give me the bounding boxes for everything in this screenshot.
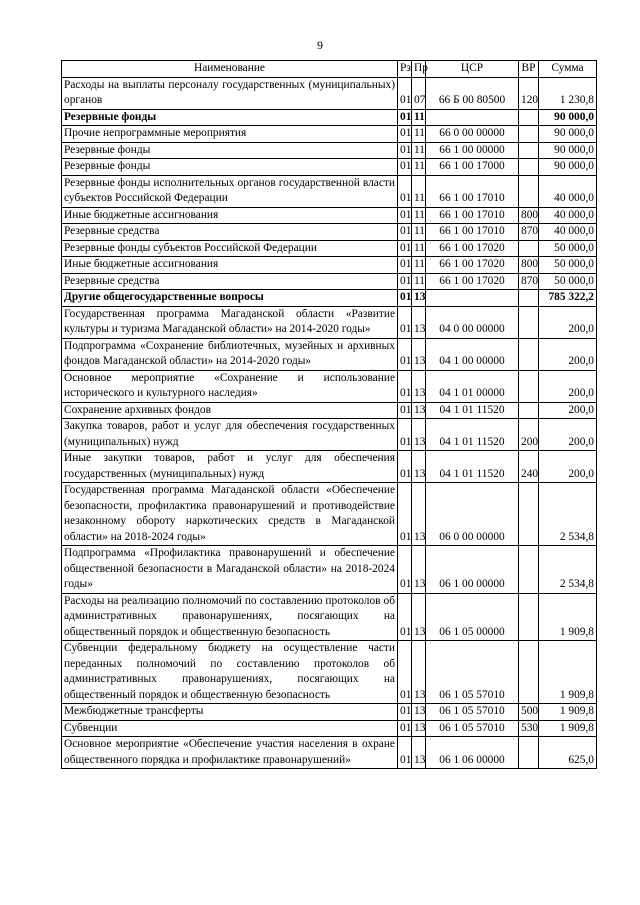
cell-name: Основное мероприятие «Сохранение и использование исторического и культурного наследия» <box>62 370 398 402</box>
table-row <box>62 451 597 483</box>
cell-rz: 01 <box>398 704 412 721</box>
cell-pr: 13 <box>412 338 426 370</box>
cell-pr: 13 <box>412 720 426 737</box>
cell-rz: 01 <box>398 126 412 143</box>
cell-rz: 01 <box>398 451 412 483</box>
cell-sum: 1 909,8 <box>539 720 597 737</box>
cell-pr: 13 <box>412 704 426 721</box>
header-rz: Рз <box>398 61 412 78</box>
cell-name: Другие общегосударственные вопросы <box>62 290 398 307</box>
cell-rz: 01 <box>398 402 412 419</box>
cell-name: Иные бюджетные ассигнования <box>62 257 398 274</box>
cell-csr: 66 1 00 00000 <box>426 142 519 159</box>
table-row <box>62 273 597 290</box>
cell-pr: 11 <box>412 126 426 143</box>
cell-rz: 01 <box>398 142 412 159</box>
cell-rz: 01 <box>398 370 412 402</box>
cell-csr: 06 0 00 00000 <box>426 483 519 546</box>
cell-csr <box>426 109 519 126</box>
cell-vr: 530 <box>519 720 539 737</box>
cell-vr: 870 <box>519 224 539 241</box>
table-row <box>62 641 597 704</box>
cell-name: Резервные фонды субъектов Российской Федерации <box>62 240 398 257</box>
cell-rz: 01 <box>398 720 412 737</box>
table-row <box>62 720 597 737</box>
cell-vr <box>519 240 539 257</box>
cell-sum: 785 322,2 <box>539 290 597 307</box>
cell-name: Межбюджетные трансферты <box>62 704 398 721</box>
cell-rz: 01 <box>398 593 412 641</box>
cell-csr: 66 1 00 17020 <box>426 240 519 257</box>
cell-csr: 04 1 01 11520 <box>426 402 519 419</box>
cell-pr: 13 <box>412 402 426 419</box>
cell-name: Государственная программа Магаданской области «Обеспечение безопасности, профилактика правонарушений и противодействие незаконному обороту наркотических средств в Магаданской области» на 2018-2024 годы» <box>62 483 398 546</box>
cell-rz: 01 <box>398 109 412 126</box>
cell-name: Подпрограмма «Профилактика правонарушений и обеспечение общественной безопасности в Магаданской области» на 2018-2024 годы» <box>62 546 398 594</box>
table-row <box>62 593 597 641</box>
cell-pr: 11 <box>412 240 426 257</box>
cell-pr: 13 <box>412 419 426 451</box>
table-row <box>62 126 597 143</box>
cell-csr: 66 Б 00 80500 <box>426 77 519 109</box>
budget-table <box>61 60 597 769</box>
cell-rz: 01 <box>398 77 412 109</box>
cell-csr: 06 1 00 00000 <box>426 546 519 594</box>
cell-vr <box>519 338 539 370</box>
cell-rz: 01 <box>398 290 412 307</box>
cell-sum: 50 000,0 <box>539 273 597 290</box>
table-row <box>62 419 597 451</box>
cell-name: Резервные средства <box>62 273 398 290</box>
cell-csr: 66 1 00 17010 <box>426 224 519 241</box>
cell-vr: 240 <box>519 451 539 483</box>
cell-pr: 11 <box>412 257 426 274</box>
cell-vr <box>519 109 539 126</box>
cell-rz: 01 <box>398 224 412 241</box>
cell-sum: 200,0 <box>539 338 597 370</box>
cell-vr <box>519 370 539 402</box>
table-row <box>62 224 597 241</box>
cell-csr <box>426 290 519 307</box>
cell-rz: 01 <box>398 273 412 290</box>
cell-pr: 11 <box>412 142 426 159</box>
table-row <box>62 402 597 419</box>
table-row <box>62 290 597 307</box>
cell-sum: 40 000,0 <box>539 207 597 224</box>
cell-sum: 1 909,8 <box>539 593 597 641</box>
table-header-row <box>62 61 597 78</box>
cell-vr: 500 <box>519 704 539 721</box>
cell-rz: 01 <box>398 546 412 594</box>
cell-sum: 90 000,0 <box>539 109 597 126</box>
cell-vr <box>519 142 539 159</box>
table-row <box>62 704 597 721</box>
cell-name: Прочие непрограммные мероприятия <box>62 126 398 143</box>
cell-csr: 04 1 01 00000 <box>426 370 519 402</box>
cell-vr <box>519 126 539 143</box>
cell-vr: 800 <box>519 257 539 274</box>
cell-csr: 06 1 05 57010 <box>426 720 519 737</box>
table-row <box>62 306 597 338</box>
cell-rz: 01 <box>398 159 412 176</box>
cell-rz: 01 <box>398 737 412 769</box>
cell-pr: 11 <box>412 159 426 176</box>
cell-vr <box>519 175 539 207</box>
header-vr: ВР <box>519 61 539 78</box>
cell-name: Основное мероприятие «Обеспечение участия населения в охране общественного порядка и профилактике правонарушений» <box>62 737 398 769</box>
cell-sum: 200,0 <box>539 419 597 451</box>
cell-rz: 01 <box>398 207 412 224</box>
cell-pr: 07 <box>412 77 426 109</box>
cell-sum: 90 000,0 <box>539 142 597 159</box>
cell-pr: 13 <box>412 290 426 307</box>
cell-rz: 01 <box>398 641 412 704</box>
cell-name: Сохранение архивных фондов <box>62 402 398 419</box>
cell-pr: 11 <box>412 175 426 207</box>
cell-vr <box>519 546 539 594</box>
cell-name: Закупка товаров, работ и услуг для обеспечения государственных (муниципальных) нужд <box>62 419 398 451</box>
table-row <box>62 159 597 176</box>
table-row <box>62 370 597 402</box>
cell-pr: 13 <box>412 451 426 483</box>
cell-vr <box>519 290 539 307</box>
table-row <box>62 175 597 207</box>
cell-pr: 13 <box>412 641 426 704</box>
cell-vr <box>519 641 539 704</box>
cell-name: Расходы на реализацию полномочий по составлению протоколов об административных правонарушениях, посягающих на общественный порядок и общественную безопасность <box>62 593 398 641</box>
cell-csr: 04 1 00 00000 <box>426 338 519 370</box>
cell-csr: 66 1 00 17020 <box>426 273 519 290</box>
cell-sum: 1 230,8 <box>539 77 597 109</box>
cell-name: Резервные фонды <box>62 159 398 176</box>
cell-name: Иные закупки товаров, работ и услуг для обеспечения государственных (муниципальных) нужд <box>62 451 398 483</box>
table-row <box>62 240 597 257</box>
cell-name: Иные бюджетные ассигнования <box>62 207 398 224</box>
cell-vr <box>519 593 539 641</box>
cell-sum: 1 909,8 <box>539 704 597 721</box>
cell-csr: 06 1 06 00000 <box>426 737 519 769</box>
cell-csr: 04 1 01 11520 <box>426 419 519 451</box>
cell-sum: 200,0 <box>539 306 597 338</box>
cell-rz: 01 <box>398 306 412 338</box>
cell-name: Резервные фонды <box>62 142 398 159</box>
cell-rz: 01 <box>398 338 412 370</box>
cell-sum: 40 000,0 <box>539 175 597 207</box>
cell-pr: 13 <box>412 737 426 769</box>
cell-sum: 625,0 <box>539 737 597 769</box>
table-row <box>62 483 597 546</box>
cell-csr: 04 1 01 11520 <box>426 451 519 483</box>
cell-vr: 800 <box>519 207 539 224</box>
cell-rz: 01 <box>398 419 412 451</box>
cell-rz: 01 <box>398 257 412 274</box>
cell-pr: 13 <box>412 483 426 546</box>
table-row <box>62 257 597 274</box>
cell-pr: 13 <box>412 306 426 338</box>
header-sum: Сумма <box>539 61 597 78</box>
cell-name: Резервные средства <box>62 224 398 241</box>
cell-vr <box>519 483 539 546</box>
cell-sum: 1 909,8 <box>539 641 597 704</box>
cell-csr: 66 0 00 00000 <box>426 126 519 143</box>
cell-rz: 01 <box>398 483 412 546</box>
cell-rz: 01 <box>398 175 412 207</box>
cell-vr <box>519 402 539 419</box>
cell-csr: 06 1 05 57010 <box>426 704 519 721</box>
cell-pr: 11 <box>412 207 426 224</box>
cell-sum: 200,0 <box>539 451 597 483</box>
table-row <box>62 338 597 370</box>
cell-pr: 13 <box>412 370 426 402</box>
table-row <box>62 546 597 594</box>
cell-csr: 04 0 00 00000 <box>426 306 519 338</box>
cell-sum: 50 000,0 <box>539 240 597 257</box>
cell-pr: 11 <box>412 273 426 290</box>
header-name: Наименование <box>62 61 398 78</box>
cell-sum: 200,0 <box>539 402 597 419</box>
cell-sum: 200,0 <box>539 370 597 402</box>
cell-name: Субвенции федеральному бюджету на осуществление части переданных полномочий по составлению протоколов об административных правонарушениях, посягающих на общественный порядок и общественную безопасность <box>62 641 398 704</box>
cell-sum: 2 534,8 <box>539 546 597 594</box>
table-row <box>62 207 597 224</box>
cell-sum: 90 000,0 <box>539 126 597 143</box>
table-row <box>62 109 597 126</box>
cell-name: Расходы на выплаты персоналу государственных (муниципальных) органов <box>62 77 398 109</box>
cell-csr: 66 1 00 17020 <box>426 257 519 274</box>
page-number: 9 <box>317 38 323 52</box>
header-csr: ЦСР <box>426 61 519 78</box>
cell-sum: 2 534,8 <box>539 483 597 546</box>
cell-csr: 66 1 00 17000 <box>426 159 519 176</box>
cell-pr: 11 <box>412 224 426 241</box>
cell-name: Государственная программа Магаданской области «Развитие культуры и туризма Магаданской области» на 2014-2020 годы» <box>62 306 398 338</box>
cell-sum: 50 000,0 <box>539 257 597 274</box>
cell-vr: 120 <box>519 77 539 109</box>
cell-name: Резервные фонды исполнительных органов государственной власти субъектов Российской Федерации <box>62 175 398 207</box>
table-row <box>62 77 597 109</box>
table-row <box>62 142 597 159</box>
cell-name: Подпрограмма «Сохранение библиотечных, музейных и архивных фондов Магаданской области» на 2014-2020 годы» <box>62 338 398 370</box>
cell-vr <box>519 306 539 338</box>
cell-csr: 06 1 05 00000 <box>426 593 519 641</box>
cell-csr: 66 1 00 17010 <box>426 207 519 224</box>
cell-sum: 90 000,0 <box>539 159 597 176</box>
cell-name: Резервные фонды <box>62 109 398 126</box>
cell-pr: 13 <box>412 546 426 594</box>
cell-name: Субвенции <box>62 720 398 737</box>
cell-vr: 870 <box>519 273 539 290</box>
cell-pr: 13 <box>412 593 426 641</box>
cell-vr: 200 <box>519 419 539 451</box>
cell-rz: 01 <box>398 240 412 257</box>
cell-sum: 40 000,0 <box>539 224 597 241</box>
table-row <box>62 737 597 769</box>
cell-csr: 66 1 00 17010 <box>426 175 519 207</box>
cell-csr: 06 1 05 57010 <box>426 641 519 704</box>
cell-pr: 11 <box>412 109 426 126</box>
cell-vr <box>519 737 539 769</box>
cell-vr <box>519 159 539 176</box>
header-pr: Пр <box>412 61 426 78</box>
